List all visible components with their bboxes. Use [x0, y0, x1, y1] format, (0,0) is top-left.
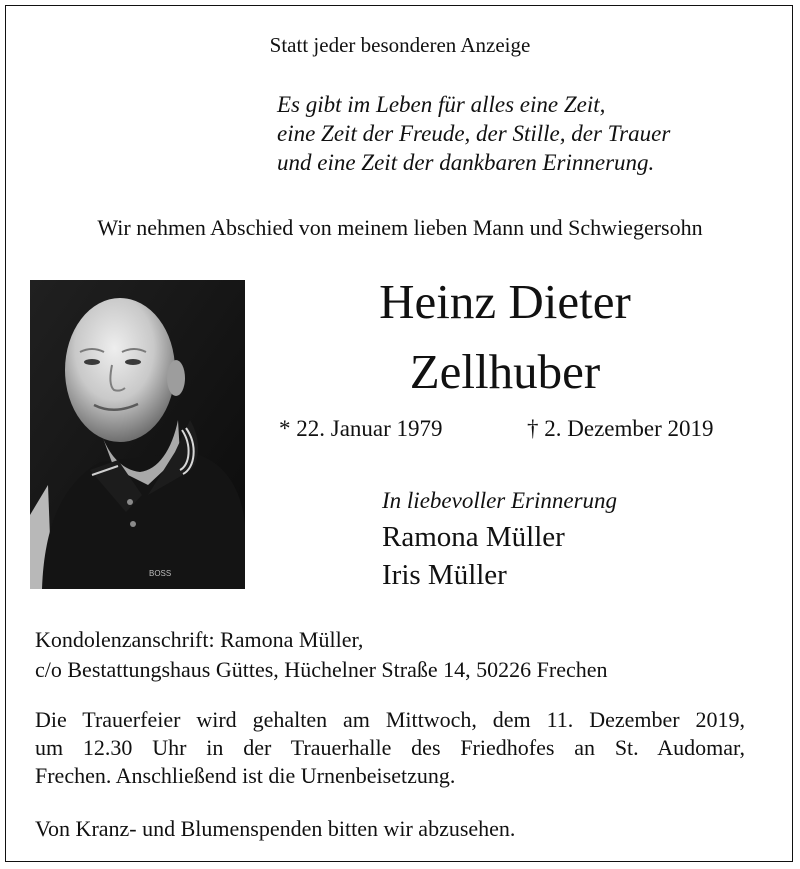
shirt-logo: BOSS [149, 569, 172, 578]
funeral-line-2: um 12.30 Uhr in der Trauerhalle des Friedhofes an St. Audomar, [35, 735, 745, 760]
intro-text: Wir nehmen Abschied von meinem lieben Mann und Schwiegersohn [97, 215, 703, 240]
quote-line-3: und eine Zeit der dankbaren Erinnerung. [277, 150, 655, 175]
quote-line-2: eine Zeit der Freude, der Stille, der Trauer [277, 121, 671, 146]
funeral-paragraph [35, 706, 745, 790]
closing-text: Von Kranz- und Blumenspenden bitten wir abzusehen. [35, 816, 516, 841]
funeral-line-3: Frechen. Anschließend ist die Urnenbeisetzung. [35, 763, 456, 788]
quote-line-1: Es gibt im Leben für alles eine Zeit, [277, 92, 606, 117]
memory-line: In liebevoller Erinnerung [382, 488, 618, 513]
portrait-photo [30, 280, 245, 589]
deceased-surname: Zellhuber [409, 344, 601, 399]
notice-header: Statt jeder besonderen Anzeige [269, 33, 531, 57]
funeral-line-1: Die Trauerfeier wird gehalten am Mittwoch, dem 11. Dezember 2019, [35, 707, 745, 732]
condolence-line-1: Kondolenzanschrift: Ramona Müller, [35, 627, 364, 652]
mourner-name-2: Iris Müller [382, 559, 507, 591]
deceased-first-names: Heinz Dieter [379, 274, 631, 329]
condolence-line-2: c/o Bestattungshaus Güttes, Hüchelner Straße 14, 50226 Frechen [35, 657, 608, 682]
mourner-name-1: Ramona Müller [382, 521, 565, 553]
birth-date: * 22. Januar 1979 [279, 416, 443, 441]
death-date: † 2. Dezember 2019 [527, 416, 714, 441]
